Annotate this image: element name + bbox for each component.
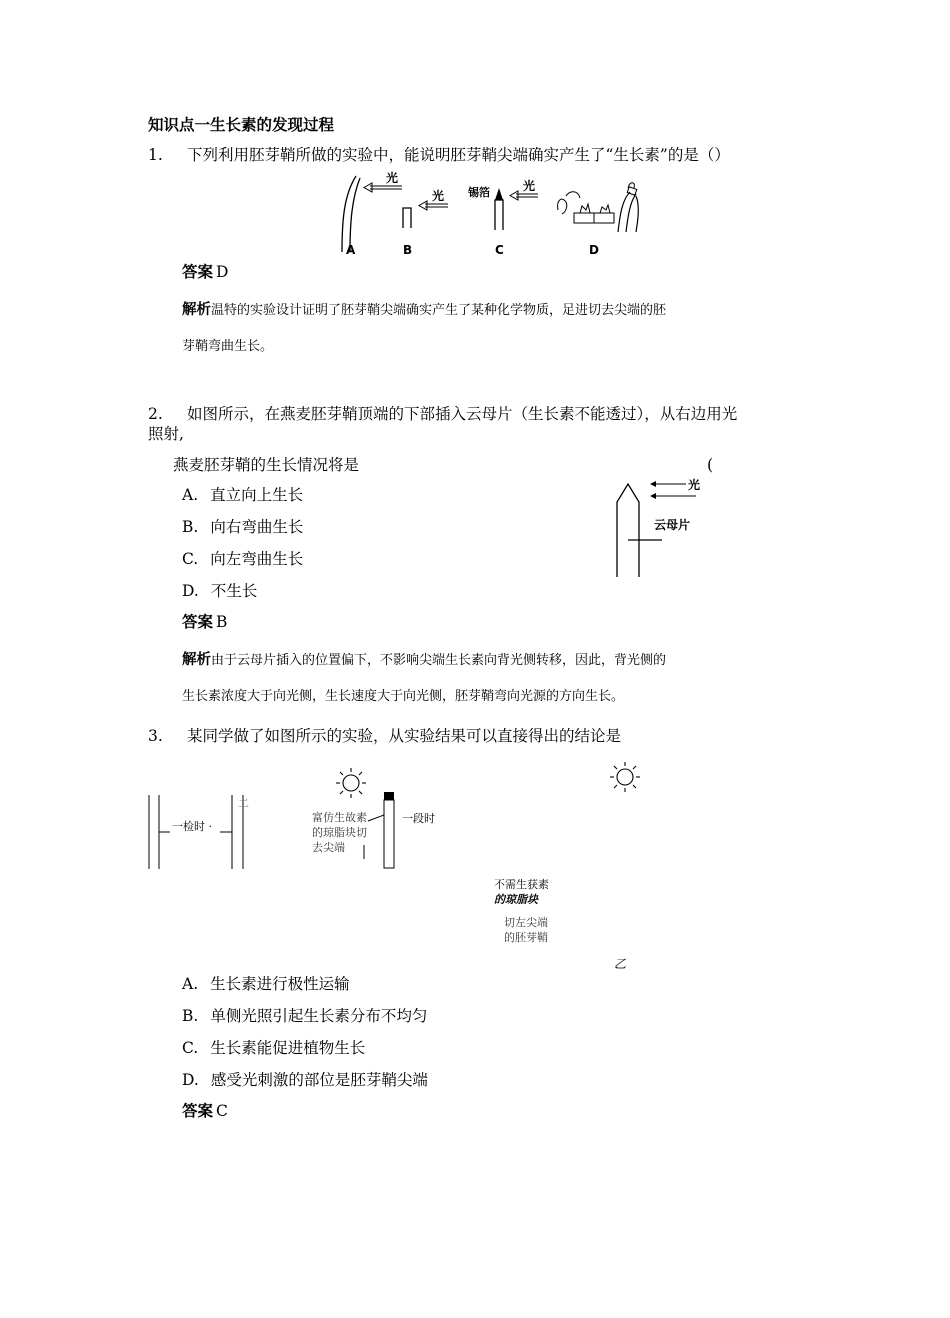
q2-analysis-line2: 生长素浓度大于向光侧，生长速度大于向光侧，胚芽鞘弯向光源的方向生长。 xyxy=(182,689,625,704)
q3-fig-no-auxin-line2: 的琼脂块 xyxy=(494,893,538,906)
q1-fig-d-tip-on-agar-2 xyxy=(600,205,610,213)
q2-paren: ( xyxy=(707,456,714,474)
q3-option-a-text: 生长素进行极性运输 xyxy=(210,975,350,993)
q2-fig-light-arrowhead1 xyxy=(650,481,656,487)
q3-fig-left-mark: 二 xyxy=(238,797,249,810)
q1-fig-d-tip-on-agar xyxy=(580,204,590,213)
q1-fig-d-arrow-arc xyxy=(566,192,580,198)
q3-option-d-text: 感受光刺激的部位是胚芽鞘尖端 xyxy=(210,1071,428,1089)
q2-option-c-letter: C. xyxy=(182,550,199,568)
q2-option-b xyxy=(182,517,303,537)
q3-fig-agar-line1: 富仿生故素 xyxy=(312,811,367,824)
q2-option-c xyxy=(182,549,303,569)
q1-fig-c-light-arrowhead xyxy=(510,191,518,200)
q3-answer-label: 答案 xyxy=(182,1101,214,1120)
q1-answer-value: D xyxy=(216,263,229,281)
q3-fig-cut-line1: 切左尖端 xyxy=(504,916,548,929)
q2-answer-label: 答案 xyxy=(182,612,214,631)
q1-fig-a-coleoptile-left xyxy=(342,176,356,252)
q2-option-a xyxy=(182,485,303,505)
q1-analysis-label: 解析 xyxy=(182,302,211,318)
q3-option-d-letter: D. xyxy=(182,1071,199,1089)
q3-fig-cut-coleoptile xyxy=(384,800,394,868)
q2-option-d-text: 不生长 xyxy=(210,582,258,600)
q2-fig-light-arrowhead2 xyxy=(650,493,656,499)
q1-fig-a-light-arrowhead xyxy=(364,183,372,192)
q3-fig-sun2 xyxy=(610,762,640,792)
q3-fig-yi-label: 乙 xyxy=(614,957,627,971)
q2-fig-mica-label: 云母片 xyxy=(654,518,691,532)
q1-number: 1. xyxy=(148,146,163,164)
q3-answer xyxy=(182,1101,228,1121)
q3-fig-no-auxin-line1: 不需生获素 xyxy=(494,878,549,891)
q1-figure xyxy=(330,170,660,262)
q2-option-a-text: 直立向上生长 xyxy=(210,486,304,504)
q1-analysis-line1: 温特的实验设计证明了胚芽鞘尖端确实产生了某种化学物质，足进切去尖端的胚 xyxy=(211,303,667,318)
q2-analysis-label: 解析 xyxy=(182,652,211,668)
q1-analysis-line2: 芽鞘弯曲生长。 xyxy=(182,339,274,354)
q1-fig-c-coleoptile xyxy=(495,200,503,230)
q2-answer xyxy=(182,612,227,632)
q3-fig-left-label: 一检时 · xyxy=(172,820,212,833)
q2-option-b-letter: B. xyxy=(182,518,199,536)
q2-stem-line1: 如图所示，在燕麦胚芽鞘顶端的下部插入云母片（生长素不能透过），从右边用光 xyxy=(187,405,738,423)
q3-figure xyxy=(140,755,660,975)
section-title: 知识点一生长素的发现过程 xyxy=(148,115,335,134)
q2-stem-line3: 燕麦胚芽鞘的生长情况将是 xyxy=(173,456,360,474)
q1-fig-light2-label: 光 xyxy=(432,189,445,203)
q2-answer-value: B xyxy=(216,613,228,631)
q1-fig-label-b: B xyxy=(403,243,413,257)
q2-option-d-letter: D. xyxy=(182,582,199,600)
q1-stem: 下列利用胚芽鞘所做的实验中，能说明胚芽鞘尖端确实产生了“生长素”的是（） xyxy=(187,146,730,164)
q1-fig-label-a: A xyxy=(346,243,356,257)
q1-fig-foil-label: 锡箔 xyxy=(468,186,490,199)
q1-fig-b-coleoptile xyxy=(403,208,411,228)
q2-option-d xyxy=(182,581,257,601)
q1-fig-d-bent-right xyxy=(626,194,636,232)
q2-option-c-text: 向左弯曲生长 xyxy=(210,550,304,568)
q3-number: 3. xyxy=(148,727,163,745)
q1-fig-light1-label: 光 xyxy=(386,171,399,185)
q3-fig-sun1 xyxy=(336,768,366,798)
q2-fig-light-label: 光 xyxy=(688,478,701,492)
q1-analysis xyxy=(182,298,666,320)
q3-option-c-letter: C. xyxy=(182,1039,199,1057)
q2-number: 2. xyxy=(148,405,163,423)
q3-answer-value: C xyxy=(216,1102,228,1120)
q1-fig-d-bent-left xyxy=(618,192,630,232)
q2-option-b-text: 向右弯曲生长 xyxy=(210,518,304,536)
q3-stem: 某同学做了如图所示的实验，从实验结果可以直接得出的结论是 xyxy=(187,727,622,745)
q3-option-a-letter: A. xyxy=(182,975,199,993)
q2-analysis xyxy=(182,648,666,670)
q3-fig-agar-pointer xyxy=(368,815,384,821)
q3-option-b xyxy=(182,1006,427,1026)
q3-option-a xyxy=(182,974,350,994)
q3-option-c-text: 生长素能促进植物生长 xyxy=(210,1039,366,1057)
q2-stem-line2: 照射, xyxy=(148,425,184,443)
q2-figure xyxy=(610,472,710,580)
q3-fig-cut-line2: 的胚芽鞘 xyxy=(504,931,548,944)
q1-answer xyxy=(182,262,228,282)
q1-fig-label-d: D xyxy=(589,243,599,257)
q1-fig-light3-label: 光 xyxy=(523,179,536,193)
q3-option-c xyxy=(182,1038,365,1058)
q1-fig-d-tip xyxy=(558,199,567,214)
q3-option-d xyxy=(182,1070,428,1090)
q1-fig-label-c: C xyxy=(495,243,504,257)
q3-fig-agar-block xyxy=(384,792,394,800)
q3-option-b-letter: B. xyxy=(182,1007,199,1025)
q1-fig-a-coleoptile-right xyxy=(350,178,360,252)
q1-answer-label: 答案 xyxy=(182,262,214,281)
q1-fig-b-light-arrowhead xyxy=(419,201,427,210)
q2-option-a-letter: A. xyxy=(182,486,199,504)
q1-fig-c-foil-cap xyxy=(495,188,503,200)
q3-fig-agar-line3: 去尖端 xyxy=(312,841,345,854)
q2-fig-coleoptile xyxy=(617,484,639,577)
q3-fig-agar-line2: 的琼脂块切 xyxy=(312,826,367,839)
q1-fig-d-coleoptile-2 xyxy=(636,196,638,232)
q3-option-b-text: 单侧光照引起生长素分布不均匀 xyxy=(210,1007,428,1025)
q2-analysis-line1: 由于云母片插入的位置偏下，不影响尖端生长素向背光侧转移，因此，背光侧的 xyxy=(211,653,667,668)
q3-fig-period-label: 一段时 xyxy=(402,812,435,825)
